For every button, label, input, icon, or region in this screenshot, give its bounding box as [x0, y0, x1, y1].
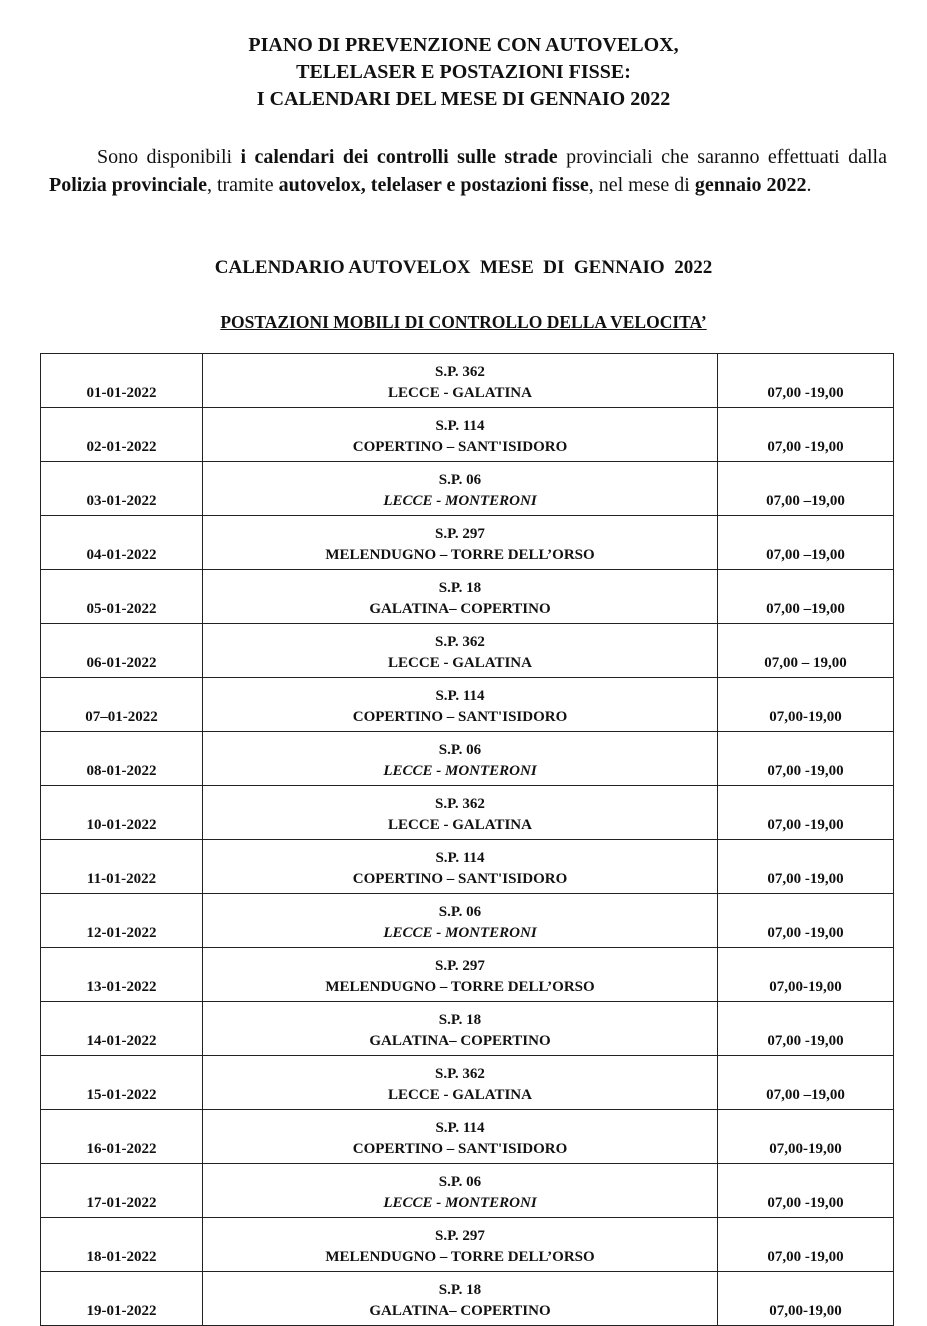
table-row — [41, 462, 894, 516]
table-row — [41, 408, 894, 462]
date-cell: 12-01-2022 — [41, 894, 203, 948]
table-row — [41, 516, 894, 570]
road-cell — [203, 1164, 718, 1218]
road-place: COPERTINO – SANT'ISIDORO — [352, 439, 568, 455]
table-row — [41, 894, 894, 948]
document-title — [0, 32, 927, 113]
table-row — [41, 1164, 894, 1218]
road-cell — [203, 948, 718, 1002]
table-row — [41, 1056, 894, 1110]
road-code: S.P. 297 — [435, 958, 485, 974]
road-code: S.P. 362 — [435, 364, 485, 380]
date-cell: 14-01-2022 — [41, 1002, 203, 1056]
road-code: S.P. 114 — [435, 418, 485, 434]
schedule-body — [41, 354, 894, 1326]
road-place: COPERTINO – SANT'ISIDORO — [352, 709, 568, 725]
road-cell — [203, 1110, 718, 1164]
calendar-title: CALENDARIO AUTOVELOX MESE DI GENNAIO 2022 — [214, 257, 713, 278]
date-cell: 07–01-2022 — [41, 678, 203, 732]
road-cell — [203, 570, 718, 624]
time-cell: 07,00 -19,00 — [718, 354, 894, 408]
date-cell: 17-01-2022 — [41, 1164, 203, 1218]
time-cell: 07,00 -19,00 — [718, 894, 894, 948]
road-place: COPERTINO – SANT'ISIDORO — [352, 1141, 568, 1157]
road-cell — [203, 462, 718, 516]
road-cell — [203, 1218, 718, 1272]
time-cell: 07,00-19,00 — [718, 678, 894, 732]
road-code: S.P. 06 — [438, 472, 482, 488]
time-cell: 07,00 –19,00 — [718, 462, 894, 516]
road-code: S.P. 362 — [435, 1066, 485, 1082]
road-cell — [203, 732, 718, 786]
road-code: S.P. 297 — [435, 526, 485, 542]
date-cell: 10-01-2022 — [41, 786, 203, 840]
title-line: I CALENDARI DEL MESE DI GENNAIO 2022 — [256, 88, 671, 110]
road-place: MELENDUGNO – TORRE DELL’ORSO — [325, 1249, 595, 1265]
road-cell — [203, 894, 718, 948]
time-cell: 07,00 –19,00 — [718, 1056, 894, 1110]
road-code: S.P. 18 — [438, 580, 482, 596]
date-cell: 05-01-2022 — [41, 570, 203, 624]
date-cell: 18-01-2022 — [41, 1218, 203, 1272]
table-row — [41, 570, 894, 624]
road-cell — [203, 408, 718, 462]
road-cell — [203, 624, 718, 678]
date-cell: 01-01-2022 — [41, 354, 203, 408]
road-code: S.P. 297 — [435, 1228, 485, 1244]
date-cell: 06-01-2022 — [41, 624, 203, 678]
schedule-table — [40, 353, 894, 1326]
intro-paragraph: Sono disponibili i calendari dei controlli sulle strade provinciali che saranno effettuati dalla Polizia provinciale, tramite autovelox, telelaser e postazioni fisse, nel mese di gennaio 2022. — [49, 146, 887, 196]
road-code: S.P. 362 — [435, 796, 485, 812]
time-cell: 07,00 -19,00 — [718, 1218, 894, 1272]
road-place: MELENDUGNO – TORRE DELL’ORSO — [325, 547, 595, 563]
table-row — [41, 840, 894, 894]
time-cell: 07,00 -19,00 — [718, 1002, 894, 1056]
date-cell: 16-01-2022 — [41, 1110, 203, 1164]
road-place: LECCE - GALATINA — [388, 385, 532, 401]
time-cell: 07,00 –19,00 — [718, 516, 894, 570]
road-cell — [203, 840, 718, 894]
road-cell — [203, 1002, 718, 1056]
road-cell — [203, 786, 718, 840]
road-code: S.P. 18 — [438, 1282, 482, 1298]
time-cell: 07,00 -19,00 — [718, 786, 894, 840]
road-cell — [203, 678, 718, 732]
road-code: S.P. 06 — [438, 1174, 482, 1190]
time-cell: 07,00 – 19,00 — [718, 624, 894, 678]
time-cell: 07,00 -19,00 — [718, 732, 894, 786]
road-cell — [203, 1056, 718, 1110]
date-cell: 08-01-2022 — [41, 732, 203, 786]
section-title: POSTAZIONI MOBILI DI CONTROLLO DELLA VELOCITA’ — [220, 312, 707, 332]
road-place: MELENDUGNO – TORRE DELL’ORSO — [325, 979, 595, 995]
time-cell: 07,00-19,00 — [718, 1272, 894, 1326]
road-place: GALATINA– COPERTINO — [369, 601, 551, 617]
date-cell: 11-01-2022 — [41, 840, 203, 894]
table-row — [41, 1002, 894, 1056]
date-cell: 03-01-2022 — [41, 462, 203, 516]
table-row — [41, 354, 894, 408]
road-code: S.P. 06 — [438, 742, 482, 758]
road-place: GALATINA– COPERTINO — [369, 1303, 551, 1319]
road-place: LECCE - GALATINA — [388, 655, 532, 671]
road-cell — [203, 516, 718, 570]
road-place: GALATINA– COPERTINO — [369, 1033, 551, 1049]
table-row — [41, 1218, 894, 1272]
time-cell: 07,00 –19,00 — [718, 570, 894, 624]
date-cell: 15-01-2022 — [41, 1056, 203, 1110]
table-row — [41, 678, 894, 732]
table-row — [41, 1110, 894, 1164]
road-code: S.P. 18 — [438, 1012, 482, 1028]
table-row — [41, 948, 894, 1002]
time-cell: 07,00 -19,00 — [718, 840, 894, 894]
time-cell: 07,00 -19,00 — [718, 1164, 894, 1218]
time-cell: 07,00-19,00 — [718, 948, 894, 1002]
road-place: COPERTINO – SANT'ISIDORO — [352, 871, 568, 887]
road-place: LECCE - MONTERONI — [383, 925, 537, 941]
road-place: LECCE - MONTERONI — [383, 1195, 537, 1211]
table-row — [41, 732, 894, 786]
road-code: S.P. 06 — [438, 904, 482, 920]
date-cell: 04-01-2022 — [41, 516, 203, 570]
table-row — [41, 786, 894, 840]
road-place: LECCE - GALATINA — [388, 1087, 532, 1103]
title-line: TELELASER E POSTAZIONI FISSE: — [296, 61, 631, 83]
road-cell — [203, 354, 718, 408]
road-code: S.P. 114 — [435, 850, 485, 866]
table-row — [41, 624, 894, 678]
date-cell: 19-01-2022 — [41, 1272, 203, 1326]
road-code: S.P. 114 — [435, 688, 485, 704]
time-cell: 07,00 -19,00 — [718, 408, 894, 462]
road-place: LECCE - GALATINA — [388, 817, 532, 833]
date-cell: 02-01-2022 — [41, 408, 203, 462]
road-place: LECCE - MONTERONI — [383, 493, 537, 509]
road-code: S.P. 362 — [435, 634, 485, 650]
road-place: LECCE - MONTERONI — [383, 763, 537, 779]
time-cell: 07,00-19,00 — [718, 1110, 894, 1164]
title-line: PIANO DI PREVENZIONE CON AUTOVELOX, — [248, 34, 679, 56]
date-cell: 13-01-2022 — [41, 948, 203, 1002]
road-code: S.P. 114 — [435, 1120, 485, 1136]
